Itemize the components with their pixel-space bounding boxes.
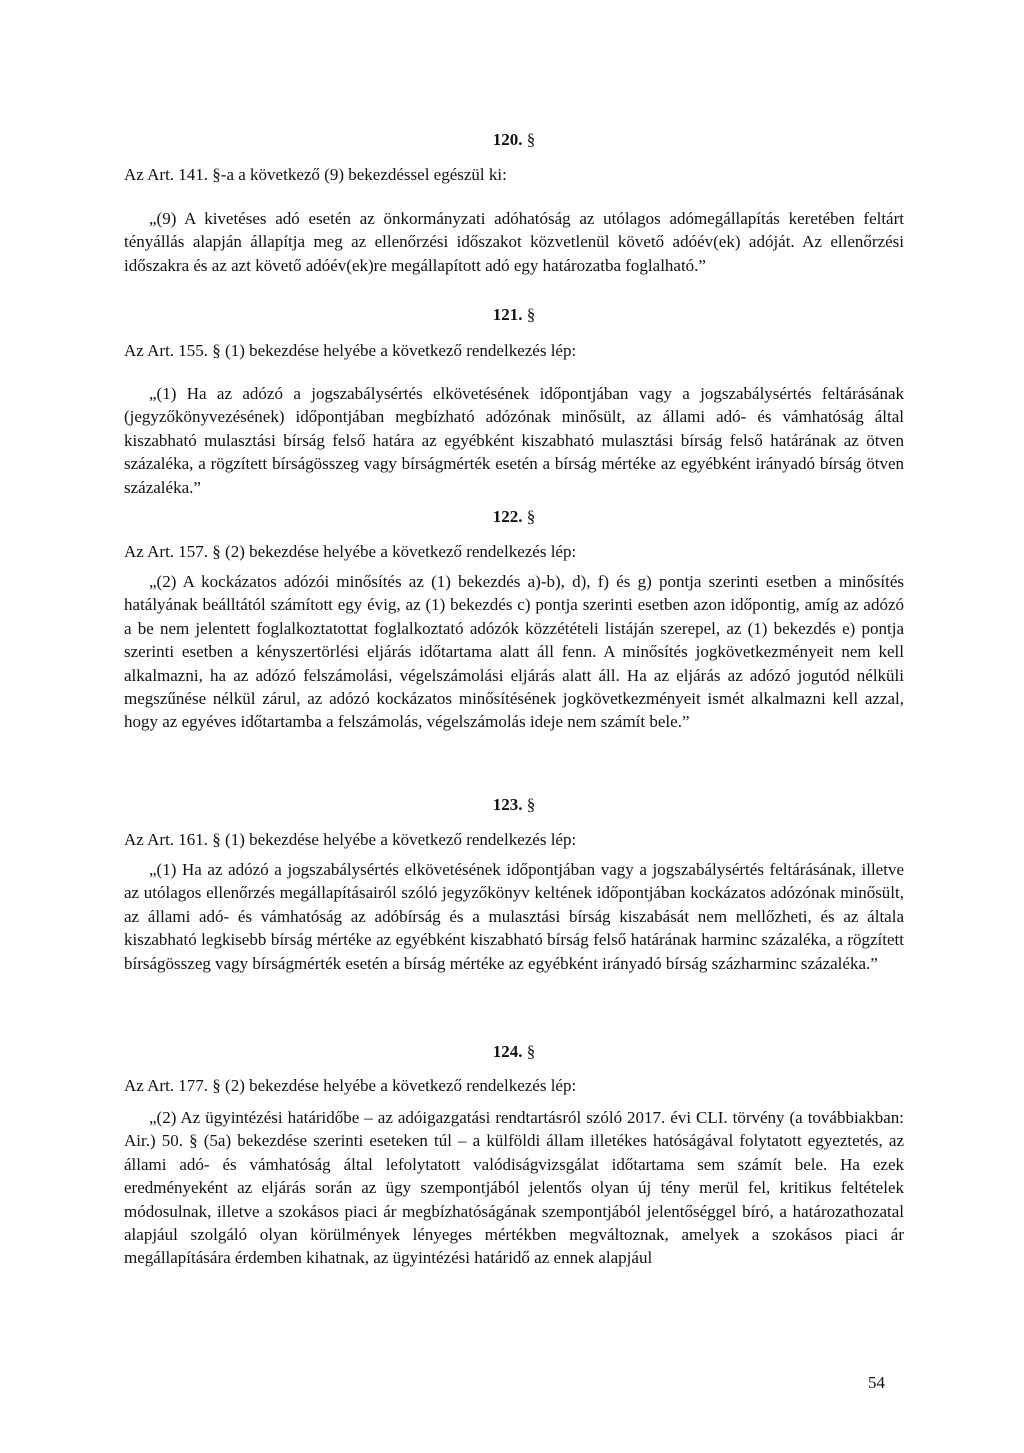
section-symbol: § — [526, 507, 536, 526]
section-symbol: § — [526, 305, 536, 324]
section-text-121: „(1) Ha az adózó a jogszabálysértés elkövetésének időpontjában vagy a jogszabálysértés feltárásának (jegyzőkönyvezésének) időpontjában megbízható adózónak minősült, az állami adó- és vámhatóság által kiszabható mulasztási bírság felső határa az egyébként kiszabható mulasztási bírság felső határának az ötven százaléka, a rögzített bírságösszeg vagy bírságmérték esetén a bírság mértéke az egyébként irányadó bírság ötven százaléka.” — [124, 384, 904, 497]
section-symbol: § — [526, 1042, 536, 1061]
section-intro-120: Az Art. 141. §-a a következő (9) bekezdéssel egészül ki: — [124, 165, 507, 184]
section-text-124: „(2) Az ügyintézési határidőbe – az adóigazgatási rendtartásról szóló 2017. évi CLI. törvény (a továbbiakban: Air.) 50. § (5a) bekezdése szerinti eseteken túl – a külföldi állam illetékes hatóságával folytatott egyeztetés, az állami adó- és vámhatóság által lefolytatott valódiságvizsgálat időtartama sem számít bele. Ha ezek eredményeként az eljárás során az ügy szempontjából jelentős olyan új tény merül fel, kritikus feltételek módosulnak, illetve a szokásos piaci ár megbízhatóságának szempontjából jelentőséggel bíró, a határozathozatal alapjául szolgáló olyan körülmények lényeges mértékben megváltoznak, amelyek a szokásos piaci ár megállapítására érdemben kihatnak, az ügyintézési határidő az ennek alapjául — [124, 1108, 904, 1268]
section-intro-122: Az Art. 157. § (2) bekezdése helyébe a következő rendelkezés lép: — [124, 542, 577, 561]
section-heading-124: 124. § — [492, 1042, 536, 1061]
section-symbol: § — [526, 795, 536, 814]
page-number: 54 — [868, 1373, 885, 1392]
section-intro-123: Az Art. 161. § (1) bekezdése helyébe a következő rendelkezés lép: — [124, 830, 577, 849]
section-text-120: „(9) A kivetéses adó esetén az önkormányzati adóhatóság az utólagos adómegállapítás keretében feltárt tényállás alapján állapítja meg az ellenőrzési időszakot közvetlenül követő adóév(ek) adóját. Az ellenőrzési időszakra és az azt követő adóév(ek)re megállapított adó egy határozatba foglalható.” — [124, 209, 904, 275]
section-symbol: § — [526, 130, 536, 149]
section-heading-123: 123. § — [492, 795, 536, 814]
section-heading-120: 120. § — [492, 130, 536, 149]
section-heading-122: 122. § — [492, 507, 536, 526]
section-text-123: „(1) Ha az adózó a jogszabálysértés elkövetésének időpontjában vagy a jogszabálysértés feltárásának, illetve az utólagos ellenőrzés megállapításairól szóló jegyzőkönyv keltének időpontjában kockázatos adózónak minősült, az állami adó- és vámhatóság az adóbírság és a mulasztási bírság kiszabását nem mellőzheti, és az általa kiszabható legkisebb bírság mértéke az egyébként kiszabható bírság felső határának harminc százaléka, a rögzített bírságösszeg vagy bírságmérték esetén a bírság mértéke az egyébként irányadó bírság százharminc százaléka.” — [124, 860, 904, 973]
section-intro-124: Az Art. 177. § (2) bekezdése helyébe a következő rendelkezés lép: — [124, 1076, 577, 1095]
section-text-122: „(2) A kockázatos adózói minősítés az (1) bekezdés a)-b), d), f) és g) pontja szerinti esetben a minősítés hatályának beálltától számított egy évig, az (1) bekezdés c) pontja szerinti esetben azon időpontig, amíg az adózó a be nem jelentett foglalkoztatottat foglalkoztató adózók közzétételi listáján szerepel, az (1) bekezdés e) pontja szerinti esetben a kényszertörlési eljárás időtartama alatt áll fenn. A minősítés jogkövetkezményeit nem kell alkalmazni, ha az adózó felszámolási, végelszámolási eljárás alatt áll. Ha az eljárás az adózó jogutód nélküli megszűnése nélkül zárul, az adózó kockázatos minősítésének jogkövetkezményeit ismét alkalmazni kell azzal, hogy az egyéves időtartamba a felszámolás, végelszámolás ideje nem számít bele.” — [124, 572, 904, 732]
section-intro-121: Az Art. 155. § (1) bekezdése helyébe a következő rendelkezés lép: — [124, 341, 577, 360]
section-heading-121: 121. § — [492, 305, 536, 324]
